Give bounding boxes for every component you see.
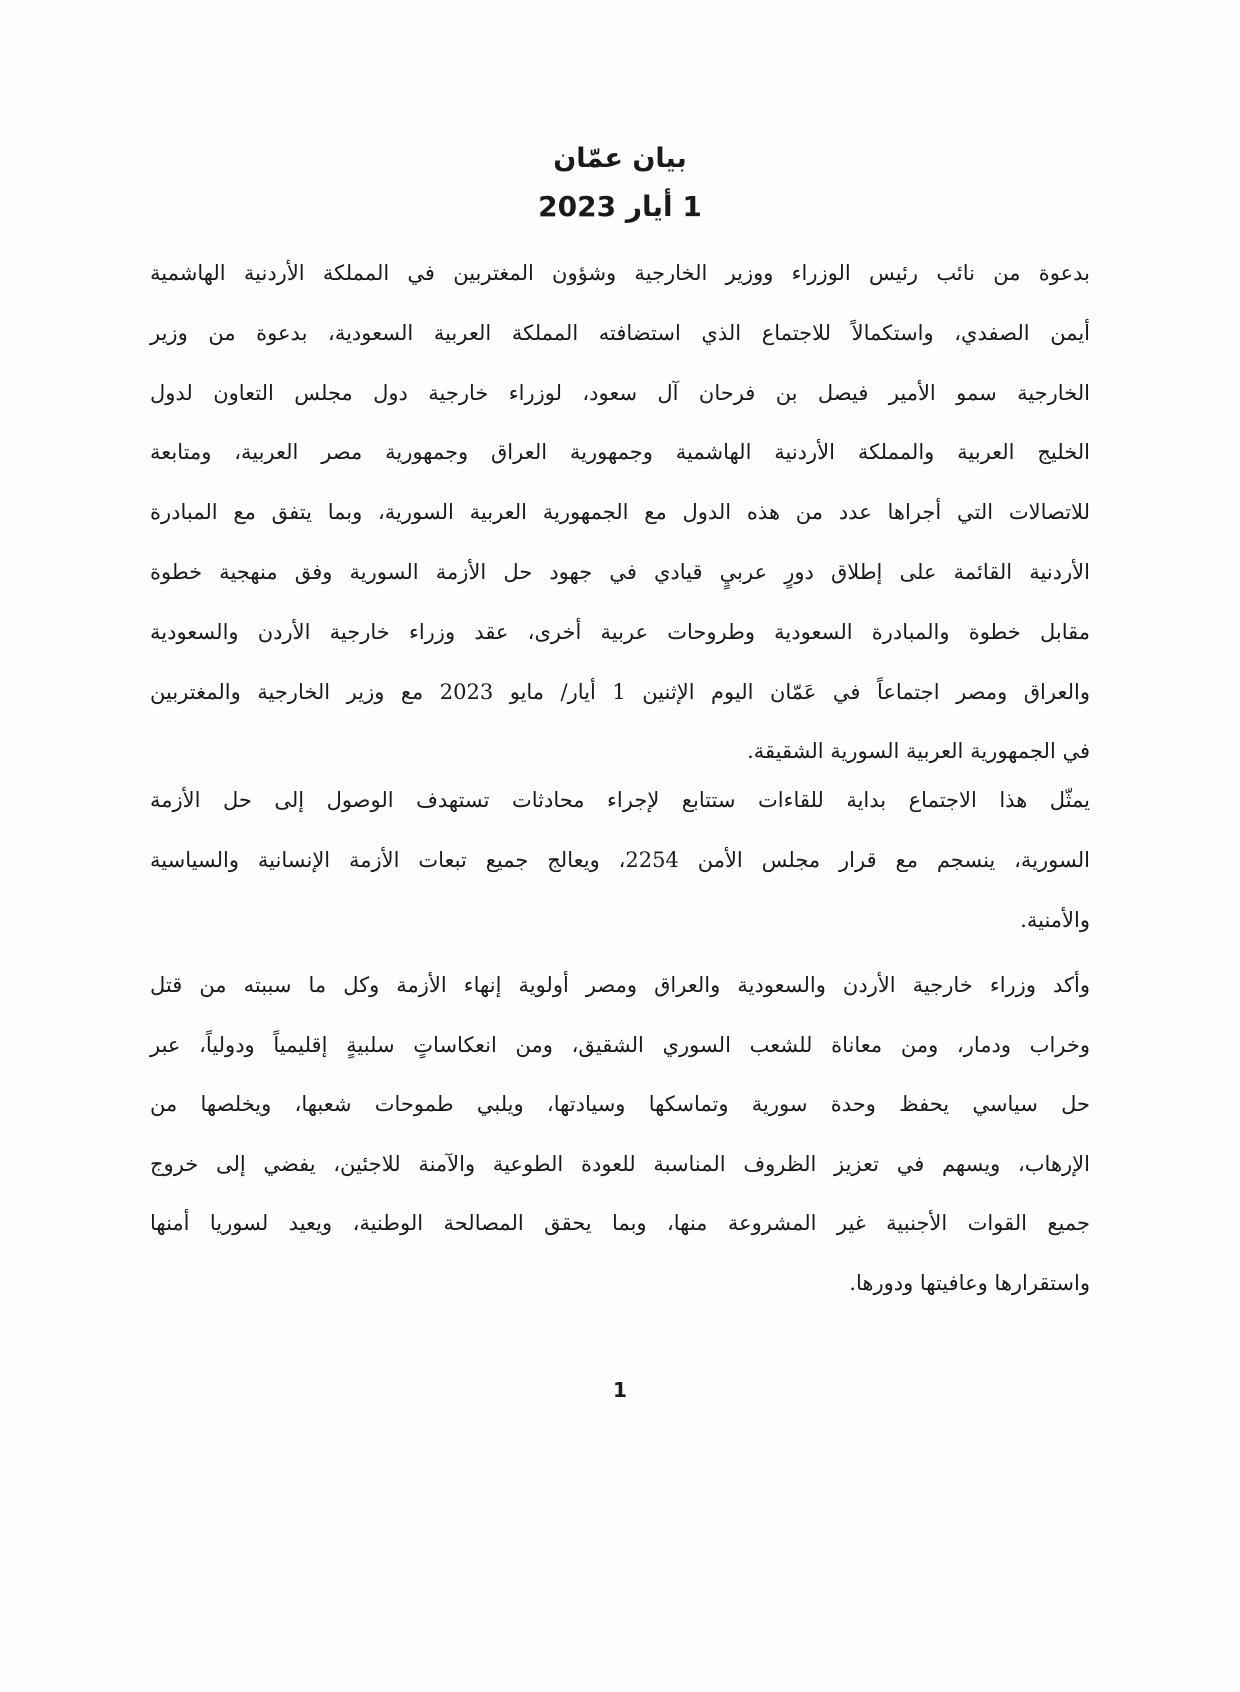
document-title: بيان عمّان (553, 143, 687, 174)
document-page (150, 0, 1090, 1692)
paragraph-line: جميع القوات الأجنبية غير المشروعة منها، وبما يحقق المصالحة الوطنية، ويعيد لسوريا أمنها (150, 1211, 1090, 1235)
paragraph-invitation (150, 253, 1090, 791)
paragraph-priorities (150, 965, 1090, 1322)
paragraph-line: الأردنية القائمة على إطلاق دورٍ عربيٍ قيادي في جهود حل الأزمة السورية وفق منهجية خطوة (150, 559, 1090, 584)
paragraph-line: وأكد وزراء خارجية الأردن والسعودية والعراق ومصر أولوية إنهاء الأزمة وكل ما سببته من قتل (150, 973, 1090, 997)
paragraph-line: في الجمهورية العربية السورية الشقيقة. (747, 739, 1090, 764)
document-date: 1 أيار 2023 (538, 190, 702, 223)
paragraph-line: والأمنية. (1020, 908, 1090, 932)
paragraph-line: والعراق ومصر اجتماعاً في عَمّان اليوم الإثنين 1 أيار/ مايو 2023 مع وزير الخارجية والمغتربين (150, 679, 1090, 704)
paragraph-line: واستقرارها وعافيتها ودورها. (849, 1270, 1090, 1295)
paragraph-line: حل سياسي يحفظ وحدة سورية وتماسكها وسيادتها، ويلبي طموحات شعبها، ويخلصها من (150, 1092, 1090, 1116)
paragraph-line: يمثّل هذا الاجتماع بداية للقاءات ستتابع لإجراء محادثات تستهدف الوصول إلى حل الأزمة (150, 788, 1090, 812)
paragraph-line: أيمن الصفدي، واستكمالاً للاجتماع الذي استضافته المملكة العربية السعودية، بدعوة من وزير (150, 320, 1090, 345)
paragraph-line: للاتصالات التي أجراها عدد من هذه الدول مع الجمهورية العربية السورية، وبما يتفق مع المبادرة (150, 500, 1090, 525)
paragraph-line: بدعوة من نائب رئيس الوزراء ووزير الخارجية وشؤون المغتربين في المملكة الأردنية الهاشمية (150, 261, 1090, 285)
paragraph-line: السورية، ينسجم مع قرار مجلس الأمن 2254، ويعالج جميع تبعات الأزمة الإنسانية والسياسية (150, 848, 1090, 872)
paragraph-talks (150, 780, 1090, 960)
page-number: 1 (613, 1378, 627, 1402)
paragraph-line: الإرهاب، ويسهم في تعزيز الظروف المناسبة للعودة الطوعية والآمنة للاجئين، يفضي إلى خروج (150, 1151, 1090, 1176)
paragraph-line: الخارجية سمو الأمير فيصل بن فرحان آل سعود، لوزراء خارجية دول مجلس التعاون لدول (150, 380, 1090, 405)
paragraph-line: وخراب ودمار، ومن معاناة للشعب السوري الشقيق، ومن انعكاساتٍ سلبيةٍ إقليمياً ودولياً، عبر (150, 1032, 1090, 1057)
paragraph-line: الخليج العربية والمملكة الأردنية الهاشمية وجمهورية العراق وجمهورية مصر العربية، ومتابعة (150, 440, 1090, 465)
paragraph-line: مقابل خطوة والمبادرة السعودية وطروحات عربية أخرى، عقد وزراء خارجية الأردن والسعودية (150, 619, 1090, 644)
